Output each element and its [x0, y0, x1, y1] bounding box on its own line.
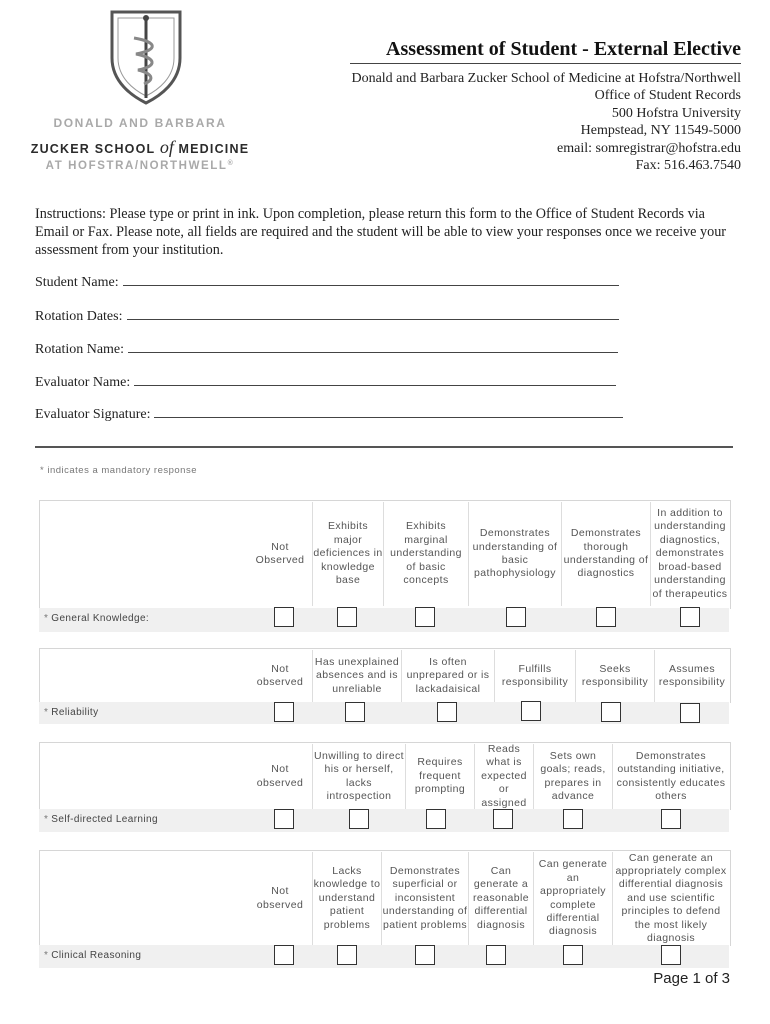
form-title: Assessment of Student - External Elective	[386, 38, 741, 60]
option-text: Demonstrates outstanding initiative, consistently educates others	[612, 744, 729, 809]
option-text: Can generate an appropriately complete differential diagnosis	[533, 852, 612, 945]
checkbox[interactable]	[596, 607, 616, 627]
checkbox[interactable]	[437, 702, 457, 722]
checkbox[interactable]	[274, 702, 294, 722]
checkbox[interactable]	[274, 809, 294, 829]
checkbox[interactable]	[601, 702, 621, 722]
evaluator-name-field[interactable]	[35, 373, 616, 391]
clinical-reasoning-section	[39, 850, 729, 968]
evaluator-signature-field[interactable]	[35, 405, 623, 423]
checkbox[interactable]	[274, 945, 294, 965]
clinical-reasoning-label: * Clinical Reasoning	[44, 950, 142, 961]
checkbox[interactable]	[661, 945, 681, 965]
checkbox[interactable]	[426, 809, 446, 829]
option-text: Not observed	[256, 662, 304, 688]
student-name-label: Student Name:	[35, 275, 119, 290]
option-text: Unwilling to direct his or herself, lacks introspection	[312, 744, 405, 809]
checkbox[interactable]	[493, 809, 513, 829]
option-text: Demonstrates thorough understanding of diagnostics	[561, 502, 650, 606]
option-text: Fulfills responsibility	[494, 650, 575, 702]
option-text: Has unexplained absences and is unreliable	[312, 650, 401, 702]
evaluator-signature-label: Evaluator Signature:	[35, 407, 151, 422]
option-text: In addition to understanding diagnostics, demonstrates broad-based understanding of therapeutics	[650, 502, 729, 606]
reliability-section	[39, 648, 729, 724]
checkbox[interactable]	[349, 809, 369, 829]
option-text: Can generate a reasonable differential diagnosis	[468, 852, 533, 945]
option-text: Exhibits major deficiences in knowledge base	[312, 502, 383, 606]
reliability-label: * Reliability	[44, 707, 99, 718]
checkbox[interactable]	[337, 945, 357, 965]
checkbox[interactable]	[661, 809, 681, 829]
option-text: Demonstrates understanding of basic pathophysiology	[468, 502, 561, 606]
student-name-line[interactable]	[123, 273, 619, 286]
section-divider	[35, 446, 733, 448]
checkbox[interactable]	[563, 809, 583, 829]
option-text: Sets own goals; reads, prepares in advance	[533, 744, 612, 809]
checkbox[interactable]	[506, 607, 526, 627]
option-text: Can generate an appropriately complex differential diagnosis and use scientific principles to defend the most likely diagnosis	[612, 852, 729, 945]
option-text: Not Observed	[255, 540, 305, 566]
evaluator-signature-line[interactable]	[154, 405, 623, 418]
self-directed-learning-section	[39, 742, 729, 832]
office-address: Donald and Barbara Zucker School of Medicine at Hofstra/Northwell Office of Student Records 500 Hofstra University Hempstead, NY 11549-5000 email: somregistrar@hofstra.edu Fax: 516.463.7540	[351, 71, 741, 174]
checkbox[interactable]	[274, 607, 294, 627]
checkbox[interactable]	[415, 945, 435, 965]
mandatory-note: * indicates a mandatory response	[40, 465, 197, 476]
rotation-dates-field[interactable]	[35, 307, 619, 325]
school-name-line2: ZUCKER SCHOOL of MEDICINE	[30, 137, 250, 157]
general-knowledge-section	[39, 500, 729, 632]
school-name-line3: AT HOFSTRA/NORTHWELL®	[45, 160, 235, 172]
rotation-dates-label: Rotation Dates:	[35, 309, 123, 324]
rotation-name-line[interactable]	[128, 340, 618, 353]
option-text: Not observed	[256, 885, 304, 911]
option-text: Not observed	[256, 763, 304, 789]
checkbox[interactable]	[415, 607, 435, 627]
instructions-text: Instructions: Please type or print in ink. Upon completion, please return this form to the Office of Student Records via Email or Fax. Please note, all fields are required and the student will be able to view your responses once we receive your assessment from your institution.	[35, 206, 727, 259]
option-text: Seeks responsibility	[575, 650, 654, 702]
self-directed-learning-label: * Self-directed Learning	[44, 814, 158, 825]
student-name-field[interactable]	[35, 273, 619, 291]
option-text: Is often unprepared or is lackadaisical	[401, 650, 494, 702]
rotation-dates-line[interactable]	[127, 307, 619, 320]
option-text: Exhibits marginal understanding of basic concepts	[383, 502, 468, 606]
school-name-line1: DONALD AND BARBARA	[53, 116, 227, 130]
title-rule	[350, 63, 741, 64]
checkbox[interactable]	[563, 945, 583, 965]
checkbox[interactable]	[680, 607, 700, 627]
evaluator-name-label: Evaluator Name:	[35, 375, 131, 390]
checkbox[interactable]	[680, 703, 700, 723]
option-text: Assumes responsibility	[654, 650, 729, 702]
rotation-name-label: Rotation Name:	[35, 342, 125, 357]
page-number: Page 1 of 3	[653, 970, 730, 987]
school-shield-logo	[108, 8, 184, 106]
option-text: Lacks knowledge to understand patient problems	[312, 852, 381, 945]
option-text: Demonstrates superficial or inconsistent understanding of patient problems	[381, 852, 468, 945]
checkbox[interactable]	[486, 945, 506, 965]
checkbox[interactable]	[345, 702, 365, 722]
checkbox[interactable]	[337, 607, 357, 627]
option-text: Reads what is expected or assigned	[474, 744, 533, 809]
option-text: Requires frequent prompting	[405, 744, 474, 809]
evaluator-name-line[interactable]	[134, 373, 616, 386]
checkbox[interactable]	[521, 701, 541, 721]
general-knowledge-label: * General Knowledge:	[44, 613, 150, 624]
rotation-name-field[interactable]	[35, 340, 618, 358]
